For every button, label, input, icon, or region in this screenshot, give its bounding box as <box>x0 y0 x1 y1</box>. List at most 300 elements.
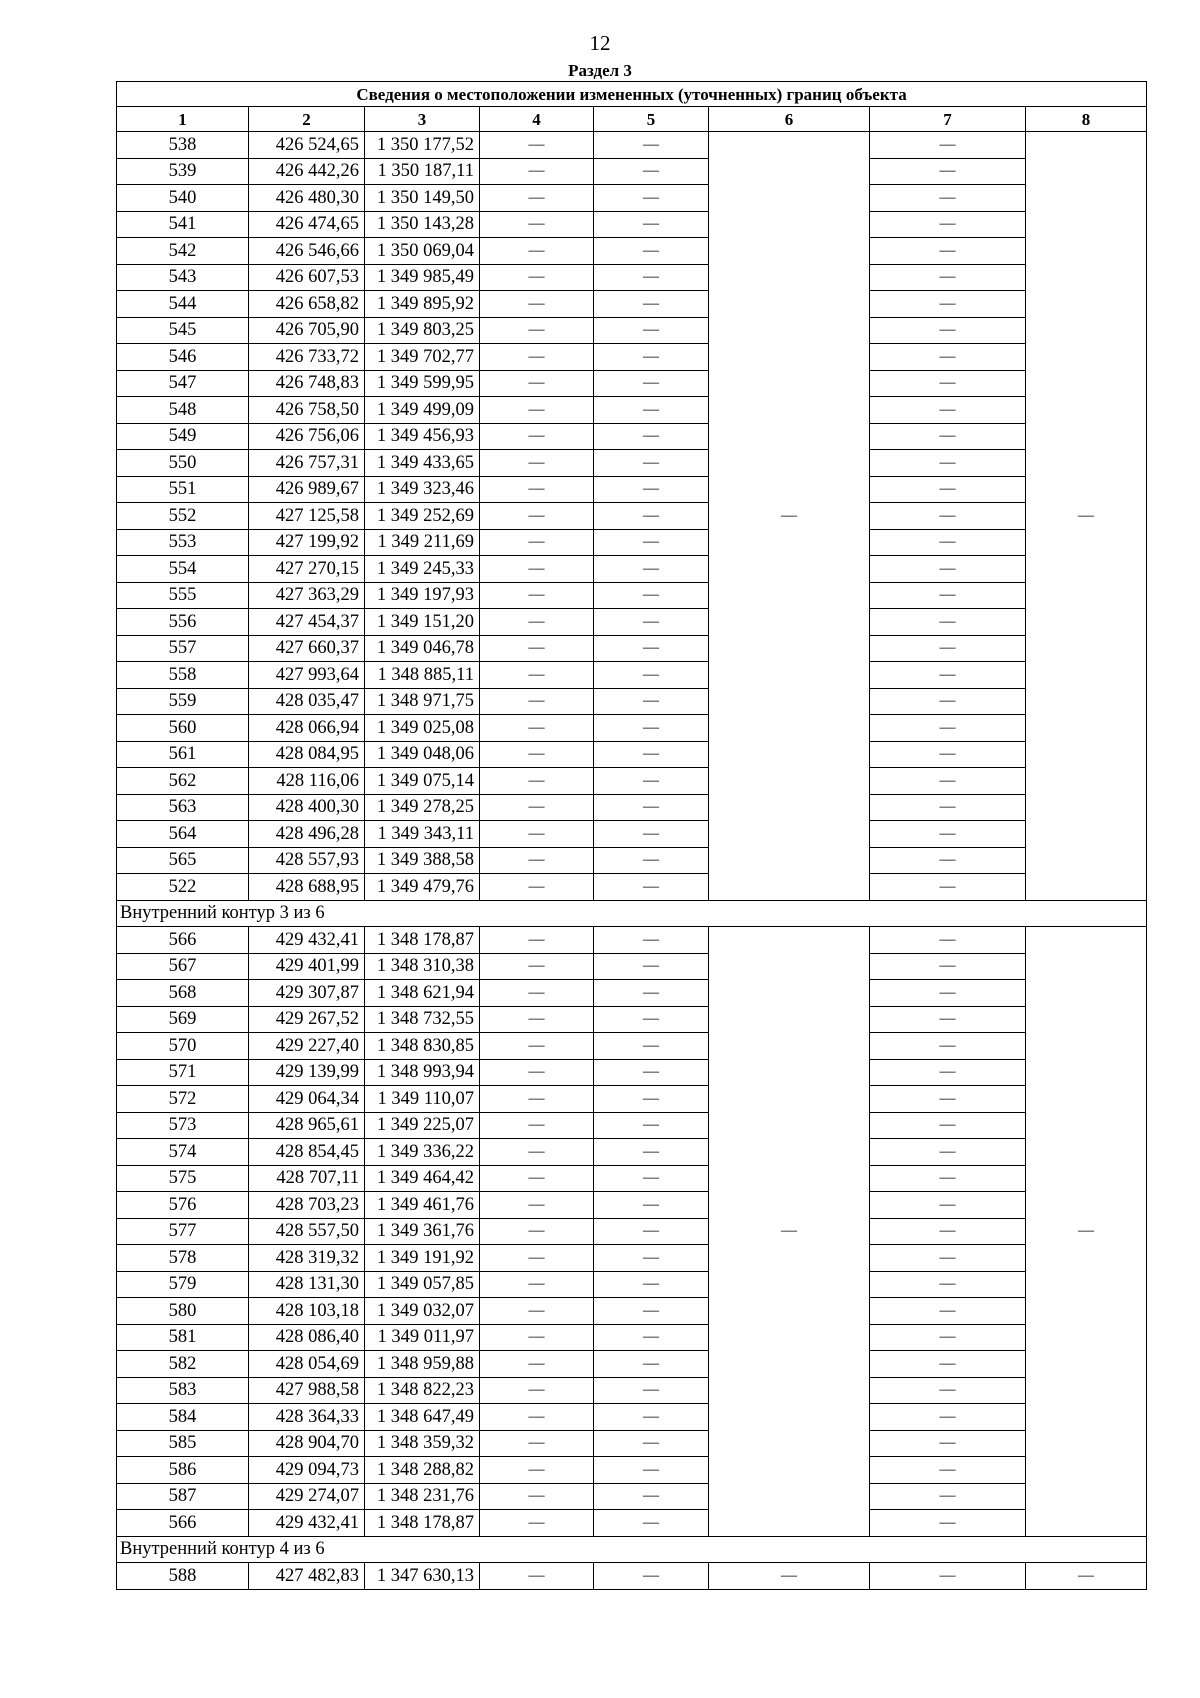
column-5-cell: — <box>594 238 709 265</box>
column-5-cell: — <box>594 927 709 954</box>
column-header-row <box>117 107 1147 132</box>
x-coordinate-cell: 426 442,26 <box>249 158 365 185</box>
y-coordinate-cell: 1 349 343,11 <box>365 821 480 848</box>
table-row <box>117 662 1147 689</box>
x-coordinate-cell: 427 988,58 <box>249 1377 365 1404</box>
point-number-cell: 576 <box>117 1192 249 1219</box>
column-4-cell: — <box>480 953 594 980</box>
column-4-cell: — <box>480 768 594 795</box>
point-number-cell: 553 <box>117 529 249 556</box>
table-row <box>117 1059 1147 1086</box>
column-4-cell: — <box>480 1271 594 1298</box>
table-row <box>117 1192 1147 1219</box>
point-number-cell: 563 <box>117 794 249 821</box>
column-5-cell: — <box>594 874 709 901</box>
table-row <box>117 529 1147 556</box>
column-4-cell: — <box>480 688 594 715</box>
y-coordinate-cell: 1 348 822,23 <box>365 1377 480 1404</box>
x-coordinate-cell: 427 993,64 <box>249 662 365 689</box>
boundary-coordinates-table <box>116 81 1147 1590</box>
table-row <box>117 582 1147 609</box>
column-5-cell: — <box>594 662 709 689</box>
y-coordinate-cell: 1 349 599,95 <box>365 370 480 397</box>
x-coordinate-cell: 429 401,99 <box>249 953 365 980</box>
column-8-cell: — <box>1026 1563 1147 1590</box>
x-coordinate-cell: 427 454,37 <box>249 609 365 636</box>
column-4-cell: — <box>480 1563 594 1590</box>
table-row <box>117 847 1147 874</box>
column-5-cell: — <box>594 450 709 477</box>
table-row <box>117 1245 1147 1272</box>
table-row <box>117 1324 1147 1351</box>
table-row <box>117 953 1147 980</box>
table-row <box>117 317 1147 344</box>
table-row <box>117 211 1147 238</box>
column-4-cell: — <box>480 1165 594 1192</box>
column-4-cell: — <box>480 1112 594 1139</box>
column-5-cell: — <box>594 1192 709 1219</box>
column-5-cell: — <box>594 211 709 238</box>
column-header: 5 <box>594 107 709 132</box>
column-4-cell: — <box>480 1006 594 1033</box>
column-7-cell: — <box>870 1563 1026 1590</box>
y-coordinate-cell: 1 349 191,92 <box>365 1245 480 1272</box>
column-7-cell: — <box>870 662 1026 689</box>
x-coordinate-cell: 426 758,50 <box>249 397 365 424</box>
column-5-cell: — <box>594 821 709 848</box>
table-row <box>117 1112 1147 1139</box>
column-7-cell: — <box>870 264 1026 291</box>
column-7-cell: — <box>870 715 1026 742</box>
column-4-cell: — <box>480 264 594 291</box>
column-5-cell: — <box>594 185 709 212</box>
column-5-cell: — <box>594 582 709 609</box>
column-5-cell: — <box>594 1059 709 1086</box>
point-number-cell: 539 <box>117 158 249 185</box>
x-coordinate-cell: 428 965,61 <box>249 1112 365 1139</box>
x-coordinate-cell: 427 482,83 <box>249 1563 365 1590</box>
table-row <box>117 556 1147 583</box>
point-number-cell: 552 <box>117 503 249 530</box>
point-number-cell: 560 <box>117 715 249 742</box>
column-5-cell: — <box>594 1563 709 1590</box>
table-row <box>117 1351 1147 1378</box>
x-coordinate-cell: 426 607,53 <box>249 264 365 291</box>
column-4-cell: — <box>480 1059 594 1086</box>
y-coordinate-cell: 1 349 499,09 <box>365 397 480 424</box>
point-number-cell: 579 <box>117 1271 249 1298</box>
column-7-cell: — <box>870 291 1026 318</box>
table-title: Сведения о местоположении измененных (уточненных) границ объекта <box>117 82 1147 107</box>
column-7-cell: — <box>870 1086 1026 1113</box>
column-7-cell: — <box>870 1139 1026 1166</box>
column-5-cell: — <box>594 768 709 795</box>
y-coordinate-cell: 1 350 069,04 <box>365 238 480 265</box>
table-row <box>117 1563 1147 1590</box>
table-row <box>117 635 1147 662</box>
x-coordinate-cell: 428 557,93 <box>249 847 365 874</box>
point-number-cell: 555 <box>117 582 249 609</box>
column-5-cell: — <box>594 794 709 821</box>
column-4-cell: — <box>480 1483 594 1510</box>
column-4-cell: — <box>480 1457 594 1484</box>
column-header: 4 <box>480 107 594 132</box>
x-coordinate-cell: 429 267,52 <box>249 1006 365 1033</box>
point-number-cell: 585 <box>117 1430 249 1457</box>
point-number-cell: 542 <box>117 238 249 265</box>
point-number-cell: 580 <box>117 1298 249 1325</box>
column-4-cell: — <box>480 158 594 185</box>
table-row <box>117 1033 1147 1060</box>
table-row <box>117 741 1147 768</box>
column-header: 2 <box>249 107 365 132</box>
column-5-cell: — <box>594 953 709 980</box>
column-4-cell: — <box>480 794 594 821</box>
column-4-cell: — <box>480 1139 594 1166</box>
table-row <box>117 1404 1147 1431</box>
point-number-cell: 575 <box>117 1165 249 1192</box>
column-4-cell: — <box>480 821 594 848</box>
point-number-cell: 566 <box>117 927 249 954</box>
column-5-cell: — <box>594 688 709 715</box>
point-number-cell: 571 <box>117 1059 249 1086</box>
x-coordinate-cell: 426 658,82 <box>249 291 365 318</box>
column-4-cell: — <box>480 132 594 159</box>
y-coordinate-cell: 1 349 225,07 <box>365 1112 480 1139</box>
point-number-cell: 578 <box>117 1245 249 1272</box>
x-coordinate-cell: 426 756,06 <box>249 423 365 450</box>
column-4-cell: — <box>480 1245 594 1272</box>
x-coordinate-cell: 428 364,33 <box>249 1404 365 1431</box>
column-header: 8 <box>1026 107 1147 132</box>
column-5-cell: — <box>594 264 709 291</box>
table-row <box>117 927 1147 954</box>
column-5-cell: — <box>594 741 709 768</box>
x-coordinate-cell: 428 131,30 <box>249 1271 365 1298</box>
x-coordinate-cell: 428 707,11 <box>249 1165 365 1192</box>
column-5-cell: — <box>594 344 709 371</box>
y-coordinate-cell: 1 349 011,97 <box>365 1324 480 1351</box>
column-5-cell: — <box>594 1271 709 1298</box>
column-4-cell: — <box>480 847 594 874</box>
x-coordinate-cell: 426 546,66 <box>249 238 365 265</box>
column-7-cell: — <box>870 1430 1026 1457</box>
column-4-cell: — <box>480 741 594 768</box>
column-5-cell: — <box>594 980 709 1007</box>
x-coordinate-cell: 428 084,95 <box>249 741 365 768</box>
table-row <box>117 874 1147 901</box>
table-row <box>117 1510 1147 1537</box>
column-7-cell: — <box>870 1059 1026 1086</box>
column-5-cell: — <box>594 715 709 742</box>
column-8-cell: — <box>1026 132 1147 901</box>
column-7-cell: — <box>870 238 1026 265</box>
x-coordinate-cell: 429 274,07 <box>249 1483 365 1510</box>
column-7-cell: — <box>870 370 1026 397</box>
contour-label: Внутренний контур 3 из 6 <box>117 900 1147 927</box>
y-coordinate-cell: 1 349 464,42 <box>365 1165 480 1192</box>
y-coordinate-cell: 1 348 310,38 <box>365 953 480 980</box>
column-7-cell: — <box>870 741 1026 768</box>
column-4-cell: — <box>480 450 594 477</box>
table-row <box>117 688 1147 715</box>
y-coordinate-cell: 1 349 245,33 <box>365 556 480 583</box>
x-coordinate-cell: 428 319,32 <box>249 1245 365 1272</box>
column-5-cell: — <box>594 847 709 874</box>
point-number-cell: 587 <box>117 1483 249 1510</box>
table-row <box>117 370 1147 397</box>
column-6-cell: — <box>709 132 870 901</box>
column-4-cell: — <box>480 635 594 662</box>
table-row <box>117 821 1147 848</box>
x-coordinate-cell: 428 496,28 <box>249 821 365 848</box>
point-number-cell: 543 <box>117 264 249 291</box>
table-row <box>117 503 1147 530</box>
point-number-cell: 565 <box>117 847 249 874</box>
y-coordinate-cell: 1 347 630,13 <box>365 1563 480 1590</box>
table-title-row <box>117 82 1147 107</box>
column-4-cell: — <box>480 1377 594 1404</box>
column-4-cell: — <box>480 1192 594 1219</box>
point-number-cell: 584 <box>117 1404 249 1431</box>
table-row <box>117 1006 1147 1033</box>
point-number-cell: 546 <box>117 344 249 371</box>
column-4-cell: — <box>480 1086 594 1113</box>
point-number-cell: 544 <box>117 291 249 318</box>
y-coordinate-cell: 1 348 178,87 <box>365 1510 480 1537</box>
x-coordinate-cell: 428 086,40 <box>249 1324 365 1351</box>
point-number-cell: 570 <box>117 1033 249 1060</box>
x-coordinate-cell: 427 270,15 <box>249 556 365 583</box>
y-coordinate-cell: 1 348 647,49 <box>365 1404 480 1431</box>
y-coordinate-cell: 1 348 885,11 <box>365 662 480 689</box>
column-5-cell: — <box>594 397 709 424</box>
column-5-cell: — <box>594 370 709 397</box>
point-number-cell: 522 <box>117 874 249 901</box>
column-7-cell: — <box>870 1112 1026 1139</box>
column-7-cell: — <box>870 980 1026 1007</box>
column-7-cell: — <box>870 1377 1026 1404</box>
point-number-cell: 567 <box>117 953 249 980</box>
x-coordinate-cell: 426 474,65 <box>249 211 365 238</box>
y-coordinate-cell: 1 349 803,25 <box>365 317 480 344</box>
table-row <box>117 980 1147 1007</box>
column-7-cell: — <box>870 503 1026 530</box>
column-5-cell: — <box>594 609 709 636</box>
column-5-cell: — <box>594 1457 709 1484</box>
table-row <box>117 1377 1147 1404</box>
point-number-cell: 557 <box>117 635 249 662</box>
table-row <box>117 1483 1147 1510</box>
y-coordinate-cell: 1 349 461,76 <box>365 1192 480 1219</box>
column-7-cell: — <box>870 794 1026 821</box>
column-4-cell: — <box>480 1298 594 1325</box>
column-7-cell: — <box>870 1298 1026 1325</box>
table-row <box>117 1086 1147 1113</box>
point-number-cell: 541 <box>117 211 249 238</box>
y-coordinate-cell: 1 348 959,88 <box>365 1351 480 1378</box>
column-7-cell: — <box>870 344 1026 371</box>
column-5-cell: — <box>594 1351 709 1378</box>
column-8-cell: — <box>1026 927 1147 1537</box>
column-7-cell: — <box>870 927 1026 954</box>
point-number-cell: 548 <box>117 397 249 424</box>
point-number-cell: 583 <box>117 1377 249 1404</box>
y-coordinate-cell: 1 348 359,32 <box>365 1430 480 1457</box>
column-5-cell: — <box>594 1483 709 1510</box>
column-7-cell: — <box>870 1006 1026 1033</box>
x-coordinate-cell: 428 066,94 <box>249 715 365 742</box>
y-coordinate-cell: 1 348 231,76 <box>365 1483 480 1510</box>
y-coordinate-cell: 1 348 621,94 <box>365 980 480 1007</box>
x-coordinate-cell: 427 125,58 <box>249 503 365 530</box>
column-4-cell: — <box>480 1033 594 1060</box>
x-coordinate-cell: 429 432,41 <box>249 927 365 954</box>
point-number-cell: 577 <box>117 1218 249 1245</box>
column-5-cell: — <box>594 317 709 344</box>
column-7-cell: — <box>870 953 1026 980</box>
point-number-cell: 588 <box>117 1563 249 1590</box>
x-coordinate-cell: 429 307,87 <box>249 980 365 1007</box>
table-row <box>117 1139 1147 1166</box>
point-number-cell: 538 <box>117 132 249 159</box>
y-coordinate-cell: 1 349 211,69 <box>365 529 480 556</box>
column-5-cell: — <box>594 1298 709 1325</box>
table-row <box>117 158 1147 185</box>
column-7-cell: — <box>870 132 1026 159</box>
column-7-cell: — <box>870 450 1026 477</box>
section-title: Раздел 3 <box>568 61 632 80</box>
column-7-cell: — <box>870 874 1026 901</box>
point-number-cell: 564 <box>117 821 249 848</box>
table-row <box>117 185 1147 212</box>
column-7-cell: — <box>870 635 1026 662</box>
table-row <box>117 450 1147 477</box>
y-coordinate-cell: 1 348 993,94 <box>365 1059 480 1086</box>
x-coordinate-cell: 428 054,69 <box>249 1351 365 1378</box>
point-number-cell: 586 <box>117 1457 249 1484</box>
point-number-cell: 574 <box>117 1139 249 1166</box>
column-header: 7 <box>870 107 1026 132</box>
column-4-cell: — <box>480 291 594 318</box>
x-coordinate-cell: 429 139,99 <box>249 1059 365 1086</box>
column-5-cell: — <box>594 529 709 556</box>
column-7-cell: — <box>870 847 1026 874</box>
y-coordinate-cell: 1 349 895,92 <box>365 291 480 318</box>
x-coordinate-cell: 426 705,90 <box>249 317 365 344</box>
y-coordinate-cell: 1 349 985,49 <box>365 264 480 291</box>
column-5-cell: — <box>594 1165 709 1192</box>
table-row <box>117 291 1147 318</box>
table-row <box>117 476 1147 503</box>
column-5-cell: — <box>594 1086 709 1113</box>
x-coordinate-cell: 427 660,37 <box>249 635 365 662</box>
y-coordinate-cell: 1 349 046,78 <box>365 635 480 662</box>
table-row <box>117 1298 1147 1325</box>
column-4-cell: — <box>480 529 594 556</box>
column-4-cell: — <box>480 476 594 503</box>
point-number-cell: 569 <box>117 1006 249 1033</box>
column-5-cell: — <box>594 1324 709 1351</box>
column-5-cell: — <box>594 1510 709 1537</box>
table-row <box>117 715 1147 742</box>
x-coordinate-cell: 428 904,70 <box>249 1430 365 1457</box>
point-number-cell: 568 <box>117 980 249 1007</box>
contour-row <box>117 900 1147 927</box>
x-coordinate-cell: 426 989,67 <box>249 476 365 503</box>
y-coordinate-cell: 1 350 143,28 <box>365 211 480 238</box>
y-coordinate-cell: 1 349 032,07 <box>365 1298 480 1325</box>
y-coordinate-cell: 1 350 187,11 <box>365 158 480 185</box>
column-4-cell: — <box>480 317 594 344</box>
column-4-cell: — <box>480 874 594 901</box>
column-7-cell: — <box>870 609 1026 636</box>
column-7-cell: — <box>870 529 1026 556</box>
point-number-cell: 556 <box>117 609 249 636</box>
table-row <box>117 132 1147 159</box>
point-number-cell: 566 <box>117 1510 249 1537</box>
y-coordinate-cell: 1 349 075,14 <box>365 768 480 795</box>
table-row <box>117 1457 1147 1484</box>
column-4-cell: — <box>480 927 594 954</box>
x-coordinate-cell: 429 094,73 <box>249 1457 365 1484</box>
column-7-cell: — <box>870 1271 1026 1298</box>
column-7-cell: — <box>870 158 1026 185</box>
x-coordinate-cell: 426 757,31 <box>249 450 365 477</box>
column-4-cell: — <box>480 211 594 238</box>
table-row <box>117 397 1147 424</box>
point-number-cell: 559 <box>117 688 249 715</box>
column-5-cell: — <box>594 1218 709 1245</box>
column-5-cell: — <box>594 1139 709 1166</box>
point-number-cell: 573 <box>117 1112 249 1139</box>
table-row <box>117 768 1147 795</box>
table-row <box>117 1165 1147 1192</box>
table-row <box>117 423 1147 450</box>
column-4-cell: — <box>480 715 594 742</box>
x-coordinate-cell: 428 557,50 <box>249 1218 365 1245</box>
column-5-cell: — <box>594 1033 709 1060</box>
y-coordinate-cell: 1 348 830,85 <box>365 1033 480 1060</box>
table-row <box>117 1430 1147 1457</box>
column-5-cell: — <box>594 1430 709 1457</box>
column-5-cell: — <box>594 1112 709 1139</box>
y-coordinate-cell: 1 349 057,85 <box>365 1271 480 1298</box>
column-7-cell: — <box>870 582 1026 609</box>
column-7-cell: — <box>870 1324 1026 1351</box>
point-number-cell: 545 <box>117 317 249 344</box>
column-6-cell: — <box>709 1563 870 1590</box>
column-5-cell: — <box>594 132 709 159</box>
column-6-cell: — <box>709 927 870 1537</box>
y-coordinate-cell: 1 349 323,46 <box>365 476 480 503</box>
column-4-cell: — <box>480 503 594 530</box>
column-7-cell: — <box>870 1404 1026 1431</box>
column-4-cell: — <box>480 1324 594 1351</box>
y-coordinate-cell: 1 348 732,55 <box>365 1006 480 1033</box>
x-coordinate-cell: 426 733,72 <box>249 344 365 371</box>
y-coordinate-cell: 1 349 456,93 <box>365 423 480 450</box>
column-4-cell: — <box>480 370 594 397</box>
y-coordinate-cell: 1 349 278,25 <box>365 794 480 821</box>
column-5-cell: — <box>594 1245 709 1272</box>
column-4-cell: — <box>480 582 594 609</box>
column-7-cell: — <box>870 185 1026 212</box>
column-7-cell: — <box>870 556 1026 583</box>
column-5-cell: — <box>594 291 709 318</box>
x-coordinate-cell: 426 524,65 <box>249 132 365 159</box>
table-body <box>117 82 1147 1590</box>
